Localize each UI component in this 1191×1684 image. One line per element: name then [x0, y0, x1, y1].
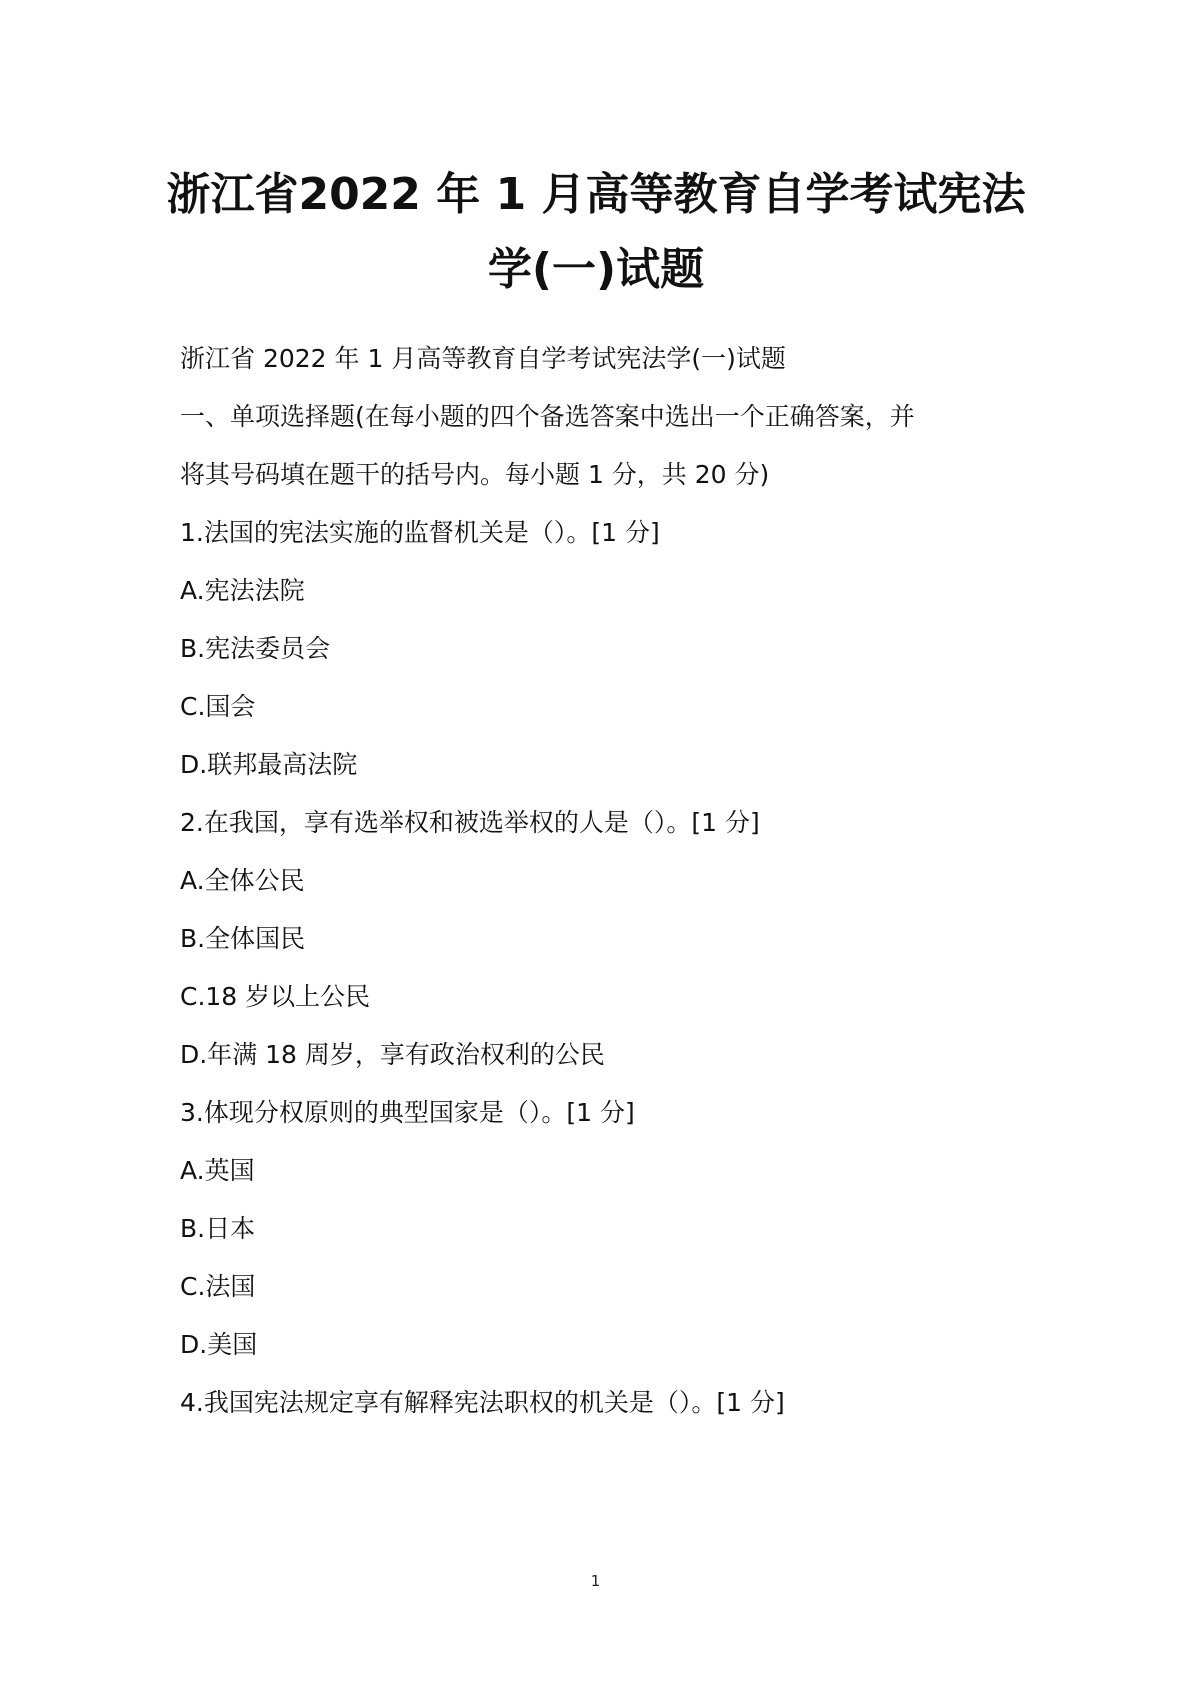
- question-2-option-b: B.全体国民: [180, 924, 306, 953]
- question-1-option-a: A.宪法法院: [180, 576, 305, 605]
- question-2-option-d: D.年满 18 周岁，享有政治权利的公民: [180, 1040, 605, 1069]
- question-1: 1.法国的宪法实施的监督机关是（）。[1 分]: [180, 518, 660, 547]
- document-title-line-1: 浙江省2022 年 1 月高等教育自学考试宪法: [166, 169, 1026, 220]
- question-3-option-a: A.英国: [180, 1156, 255, 1185]
- question-2-option-c: C.18 岁以上公民: [180, 982, 371, 1011]
- section-instruction-line-1: 一、单项选择题(在每小题的四个备选答案中选出一个正确答案，并: [180, 402, 915, 431]
- question-3-option-b: B.日本: [180, 1214, 256, 1243]
- page-number: 1: [590, 1572, 601, 1590]
- section-instruction-line-2: 将其号码填在题干的括号内。每小题 1 分，共 20 分): [180, 460, 770, 489]
- question-2: 2.在我国，享有选举权和被选举权的人是（）。[1 分]: [180, 808, 760, 837]
- question-2-option-a: A.全体公民: [180, 866, 305, 895]
- question-3-option-d: D.美国: [180, 1330, 258, 1359]
- question-4: 4.我国宪法规定享有解释宪法职权的机关是（）。[1 分]: [180, 1388, 785, 1417]
- question-3-option-c: C.法国: [180, 1272, 256, 1301]
- question-1-option-d: D.联邦最高法院: [180, 750, 358, 779]
- question-1-option-b: B.宪法委员会: [180, 634, 331, 663]
- subtitle-line: 浙江省 2022 年 1 月高等教育自学考试宪法学(一)试题: [180, 344, 786, 373]
- document-title-line-2: 学(一)试题: [487, 244, 705, 295]
- question-3: 3.体现分权原则的典型国家是（）。[1 分]: [180, 1098, 635, 1127]
- question-1-option-c: C.国会: [180, 692, 256, 721]
